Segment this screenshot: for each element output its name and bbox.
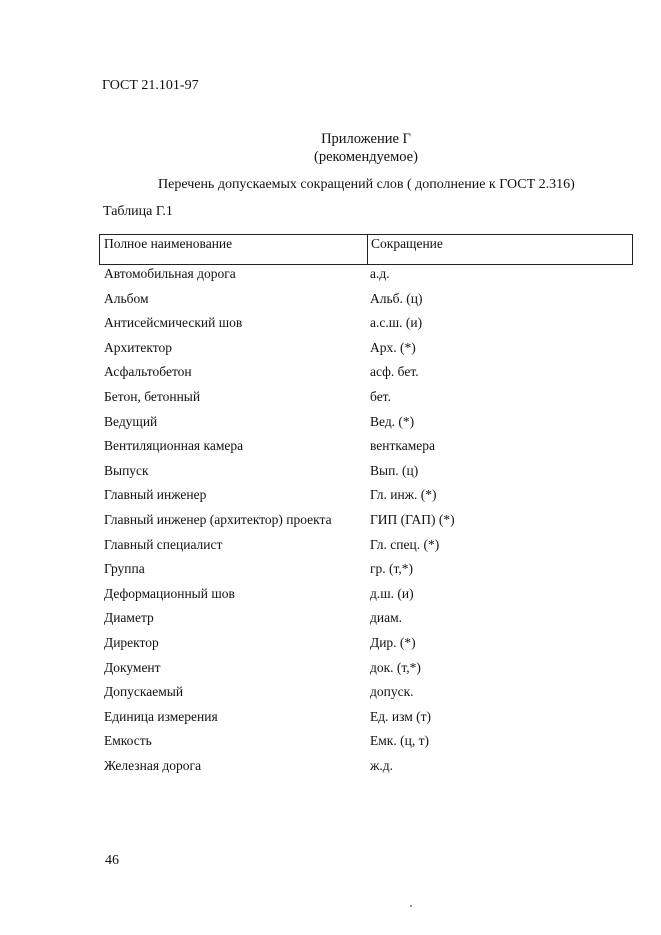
table-row [0, 586, 661, 611]
row-full-name: Асфальтобетон [104, 364, 192, 380]
scan-speck [410, 905, 412, 907]
table-row [0, 660, 661, 685]
table-row [0, 487, 661, 512]
row-abbreviation: а.с.ш. (и) [370, 315, 423, 331]
appendix-note: (рекомендуемое) [314, 149, 418, 165]
row-abbreviation: ГИП (ГАП) (*) [370, 511, 455, 527]
table-row [0, 635, 661, 660]
table-row [0, 512, 661, 537]
table-row [0, 291, 661, 316]
row-full-name: Главный инженер [104, 487, 207, 503]
row-abbreviation: а.д. [370, 266, 390, 281]
row-abbreviation: венткамера [370, 438, 436, 454]
row-abbreviation: Арх. (*) [370, 339, 416, 355]
row-full-name: Альбом [104, 290, 149, 306]
table-row [0, 709, 661, 734]
row-full-name: Документ [104, 659, 161, 675]
row-full-name: Главный специалист [104, 536, 223, 552]
table-row [0, 684, 661, 709]
header-abbreviation: Сокращение [371, 236, 443, 251]
table-row [0, 438, 661, 463]
row-full-name: Единица измерения [104, 708, 218, 724]
row-full-name: Выпуск [104, 462, 149, 478]
row-abbreviation: Дир. (*) [370, 634, 416, 650]
table-row [0, 463, 661, 488]
table-header [99, 234, 633, 265]
row-abbreviation: диам. [370, 610, 403, 626]
row-abbreviation: допуск. [370, 684, 414, 700]
table-row [0, 266, 661, 291]
row-abbreviation: гр. (т,*) [370, 561, 414, 577]
appendix-heading [0, 130, 661, 166]
row-full-name: Бетон, бетонный [104, 388, 201, 404]
appendix-title: Приложение Г [321, 131, 411, 147]
row-abbreviation: Вед. (*) [370, 413, 415, 429]
row-abbreviation: Гл. спец. (*) [370, 536, 440, 552]
row-abbreviation: ж.д. [370, 757, 393, 773]
row-full-name: Архитектор [104, 339, 172, 355]
row-full-name: Диаметр [104, 610, 154, 626]
row-full-name: Автомобильная дорога [104, 266, 236, 281]
table-body [0, 266, 661, 782]
row-abbreviation: Альб. (ц) [370, 290, 423, 306]
row-full-name: Емкость [104, 733, 152, 749]
row-abbreviation: бет. [370, 388, 391, 404]
table-row [0, 389, 661, 414]
row-abbreviation: Гл. инж. (*) [370, 487, 437, 503]
row-full-name: Главный инженер (архитектор) проекта [104, 511, 332, 527]
page-number: 46 [105, 853, 119, 868]
table-row [0, 315, 661, 340]
table-row [0, 758, 661, 783]
row-abbreviation: Емк. (ц, т) [370, 733, 429, 749]
row-full-name: Допускаемый [104, 684, 184, 700]
standard-code: ГОСТ 21.101-97 [102, 78, 199, 93]
table-row [0, 561, 661, 586]
row-full-name: Антисейсмический шов [104, 315, 243, 331]
table-row [0, 414, 661, 439]
table-row [0, 733, 661, 758]
table-row [0, 340, 661, 365]
row-abbreviation: Ед. изм (т) [370, 708, 432, 724]
row-abbreviation: д.ш. (и) [370, 585, 414, 601]
table-label: Таблица Г.1 [103, 204, 173, 219]
header-full-name: Полное наименование [104, 236, 233, 251]
table-row [0, 364, 661, 389]
table-caption: Перечень допускаемых сокращений слов ( дополнение к ГОСТ 2.316) [158, 177, 575, 192]
row-full-name: Ведущий [104, 413, 158, 429]
row-abbreviation: асф. бет. [370, 364, 419, 380]
header-divider [367, 235, 368, 264]
row-full-name: Железная дорога [104, 757, 202, 773]
row-full-name: Директор [104, 634, 159, 650]
row-full-name: Вентиляционная камера [104, 438, 244, 454]
row-full-name: Группа [104, 561, 145, 577]
row-full-name: Деформационный шов [104, 585, 235, 601]
table-row [0, 537, 661, 562]
row-abbreviation: Вып. (ц) [370, 462, 419, 478]
row-abbreviation: док. (т,*) [370, 659, 421, 675]
table-row [0, 610, 661, 635]
